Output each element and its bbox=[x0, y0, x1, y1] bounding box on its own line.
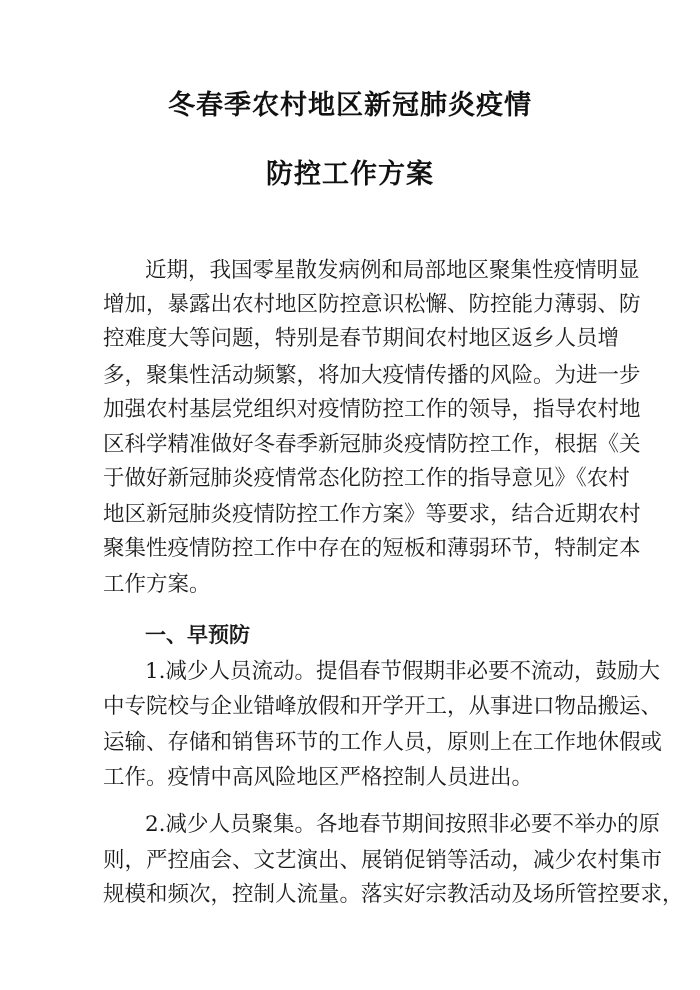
paragraph-line: 加强农村基层党组织对疫情防控工作的领导，指导农村地 bbox=[103, 397, 641, 422]
paragraph-line: 规模和频次，控制人流量。落实好宗教活动及场所管控要求， bbox=[103, 882, 684, 907]
paragraph-line: 近期，我国零星散发病例和局部地区聚集性疫情明显 bbox=[145, 258, 640, 283]
document-title-line-2: 防控工作方案 bbox=[266, 159, 434, 190]
paragraph-line: 聚集性疫情防控工作中存在的短板和薄弱环节，特制定本 bbox=[103, 536, 641, 561]
paragraph-line: 增加，暴露出农村地区防控意识松懈、防控能力薄弱、防 bbox=[103, 292, 641, 317]
section-heading: 一、早预防 bbox=[145, 623, 250, 647]
paragraph-line: 控难度大等问题，特别是春节期间农村地区返乡人员增 bbox=[103, 326, 620, 351]
paragraph-line: 区科学精准做好冬春季新冠肺炎疫情防控工作，根据《关 bbox=[103, 432, 641, 457]
paragraph-line: 工作方案。 bbox=[103, 572, 211, 597]
document-title-line-1: 冬春季农村地区新冠肺炎疫情 bbox=[168, 90, 532, 121]
paragraph-line: 中专院校与企业错峰放假和开学开工，从事进口物品搬运、 bbox=[103, 694, 663, 719]
paragraph-line: 运输、存储和销售环节的工作人员，原则上在工作地休假或 bbox=[103, 730, 663, 755]
paragraph-line: 2.减少人员聚集。各地春节期间按照非必要不举办的原 bbox=[145, 812, 661, 837]
paragraph-line: 工作。疫情中高风险地区严格控制人员进出。 bbox=[103, 765, 534, 790]
paragraph-line: 1.减少人员流动。提倡春节假期非必要不流动，鼓励大 bbox=[145, 659, 661, 684]
paragraph-line: 则，严控庙会、文艺演出、展销促销等活动，减少农村集市 bbox=[103, 848, 663, 873]
paragraph-line: 多，聚集性活动频繁，将加大疫情传播的风险。为进一步 bbox=[103, 363, 641, 388]
paragraph-line: 地区新冠肺炎疫情防控工作方案》等要求，结合近期农村 bbox=[103, 502, 641, 527]
paragraph-line: 于做好新冠肺炎疫情常态化防控工作的指导意见》《农村 bbox=[103, 466, 630, 491]
